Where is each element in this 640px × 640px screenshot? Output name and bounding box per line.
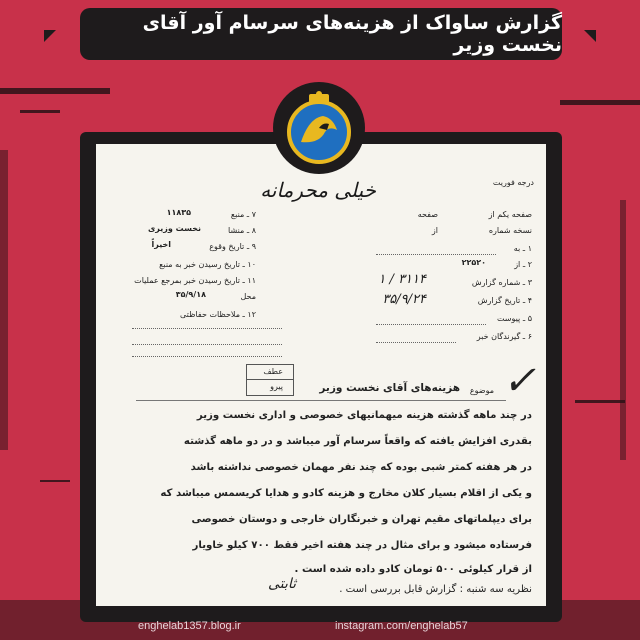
field-label: ۱۲ ـ ملاحظات حفاظتی — [180, 310, 256, 319]
field-label: محل — [240, 292, 256, 301]
texture-block — [20, 110, 60, 113]
body-line: از قرار کیلوئی ۵۰۰ تومان کادو داده شده است . — [294, 564, 532, 575]
footer-instagram-link[interactable]: instagram.com/enghelab57 — [335, 620, 468, 632]
field-label: ۹ ـ تاریخ وقوع — [209, 242, 256, 251]
reference-stamp — [246, 364, 294, 396]
body-line: فرستاده میشود و برای مثال در چند هفته اخیر فقط ۷۰۰ کیلو خاویار — [192, 540, 532, 551]
stamp-bottom-label: پیرو — [270, 382, 283, 391]
texture-block — [620, 200, 626, 460]
signature: ثابتی — [268, 576, 296, 592]
texture-block — [560, 100, 640, 105]
page-title: گزارش ساواک از هزینه‌های سرسام آور آقای نخست وزیر — [142, 12, 562, 56]
subject-label: موضوع — [469, 386, 494, 395]
corner-ornament — [584, 30, 596, 42]
body-line: نظریه سه شنبه : گزارش قابل بررسی است . — [339, 584, 532, 595]
field-label: صفحه یکم از — [488, 210, 532, 219]
field-label: ۵ ـ پیوست — [496, 314, 532, 323]
field-label: ۲ ـ از — [514, 260, 532, 269]
subject-value: هزینه‌های آقای نخست وزیر — [319, 382, 460, 394]
field-label: ۱۱ ـ تاریخ رسیدن خبر بمرجع عملیات — [134, 276, 256, 285]
body-line: در چند ماهه گذشته هزینه میهمانیهای خصوصی و اداری نخست وزیر — [196, 410, 532, 421]
texture-block — [0, 150, 8, 450]
check-mark: ✓ — [502, 358, 536, 404]
field-label: ۸ ـ منشا — [228, 226, 256, 235]
title-banner — [80, 8, 562, 60]
corner-ornament — [44, 30, 56, 42]
dotted-line — [376, 254, 496, 255]
field-value: از — [431, 226, 438, 235]
griffin-emblem-icon — [279, 88, 359, 168]
field-value: صفحه — [417, 210, 438, 219]
field-value: ۲۲۵۲۰ — [461, 258, 486, 267]
field-value: نخست وزیری — [147, 224, 201, 233]
dotted-line — [376, 324, 486, 325]
dotted-line — [132, 356, 282, 357]
document-page — [96, 144, 546, 606]
field-label: ۳ ـ شماره گزارش — [471, 278, 532, 287]
dotted-line — [376, 342, 456, 343]
stamp-top-label: عطف — [263, 367, 283, 376]
field-value: ۳۵/۹/۲۴ — [382, 292, 426, 307]
field-value: اخیراً — [151, 240, 171, 249]
field-value: ۳۵/۹/۱۸ — [175, 290, 206, 299]
emblem-icon — [273, 82, 365, 174]
field-value: ۳۱۱۴ / ۱ — [378, 272, 426, 287]
field-value: ۱۱۸۳۵ — [166, 208, 191, 217]
field-label: ۱ ـ به — [513, 244, 532, 253]
texture-block — [0, 88, 110, 94]
classification-label: درجه فوریت — [492, 178, 534, 187]
footer-blog-link[interactable]: enghelab1357.blog.ir — [138, 620, 241, 632]
field-label: نسخه شماره — [488, 226, 532, 235]
field-label: ۶ ـ گیرندگان خبر — [476, 332, 532, 341]
field-label: ۷ ـ منبع — [230, 210, 256, 219]
field-label: ۴ ـ تاریخ گزارش — [477, 296, 532, 305]
handwritten-header: خیلی محرمانه — [260, 178, 376, 202]
texture-block — [575, 400, 625, 403]
dotted-line — [132, 328, 282, 329]
body-line: در هر هفته کمتر شبی بوده که چند نفر مهمان خصوصی نداشته باشد — [190, 462, 532, 473]
texture-block — [40, 480, 70, 482]
body-line: برای دیپلماتهای مقیم تهران و خبرنگاران خارجی و دوستان خصوصی — [191, 514, 532, 525]
field-label: ۱۰ ـ تاریخ رسیدن خبر به منبع — [159, 260, 256, 269]
divider — [136, 400, 506, 401]
dotted-line — [132, 344, 282, 345]
body-line: و یکی از اقلام بسیار کلان مخارج و هزینه کادو و هدایا کریسمس میباشد که — [160, 488, 532, 499]
body-line: بقدری افزایش یافته که واقعاً سرسام آور میباشد و در دو ماهه گذشته — [183, 436, 532, 447]
